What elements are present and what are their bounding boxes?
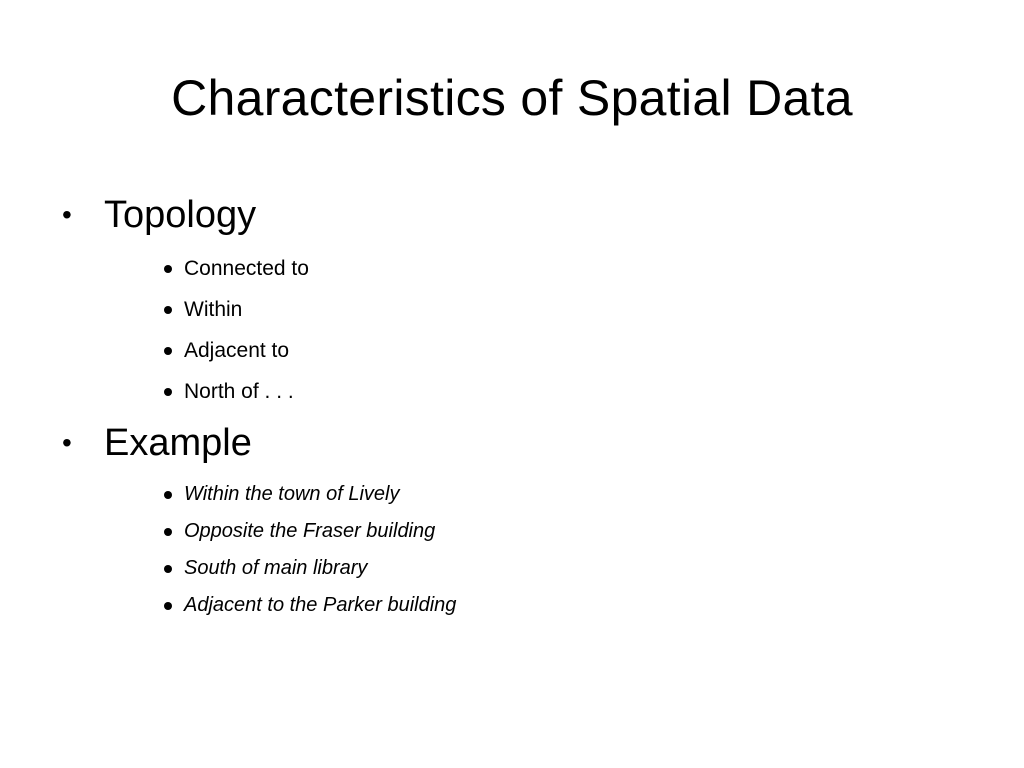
list-item — [164, 476, 456, 513]
bullet-dot-icon — [164, 265, 172, 273]
list-item — [164, 289, 309, 330]
section-example — [58, 418, 457, 616]
topology-list — [164, 248, 309, 412]
list-item-text: Opposite the Fraser building — [184, 520, 436, 542]
list-item-text: Connected to — [184, 256, 309, 280]
bullet-dot-icon — [164, 565, 172, 573]
example-list — [164, 476, 456, 624]
bullet-icon: • — [62, 427, 72, 458]
list-item — [164, 550, 456, 587]
bullet-dot-icon — [164, 528, 172, 536]
bullet-dot-icon — [164, 388, 172, 396]
heading-text: Topology — [104, 194, 257, 236]
list-item-text: Within the town of Lively — [184, 483, 400, 505]
list-item — [164, 330, 309, 371]
section-heading — [58, 418, 252, 468]
heading-text: Example — [104, 422, 252, 464]
list-item-text: Within — [184, 297, 243, 321]
bullet-dot-icon — [164, 491, 172, 499]
list-item — [164, 513, 456, 550]
bullet-dot-icon — [164, 347, 172, 355]
list-item — [164, 587, 456, 624]
section-heading — [58, 190, 256, 240]
section-topology — [58, 190, 309, 403]
bullet-dot-icon — [164, 602, 172, 610]
list-item-text: Adjacent to the Parker building — [184, 594, 457, 616]
list-item-text: North of . . . — [184, 379, 294, 403]
bullet-dot-icon — [164, 306, 172, 314]
list-item — [164, 248, 309, 289]
list-item-text: South of main library — [184, 557, 368, 579]
list-item-text: Adjacent to — [184, 338, 290, 362]
list-item — [164, 371, 309, 412]
bullet-icon: • — [62, 199, 72, 230]
slide-title: Characteristics of Spatial Data — [171, 70, 853, 126]
